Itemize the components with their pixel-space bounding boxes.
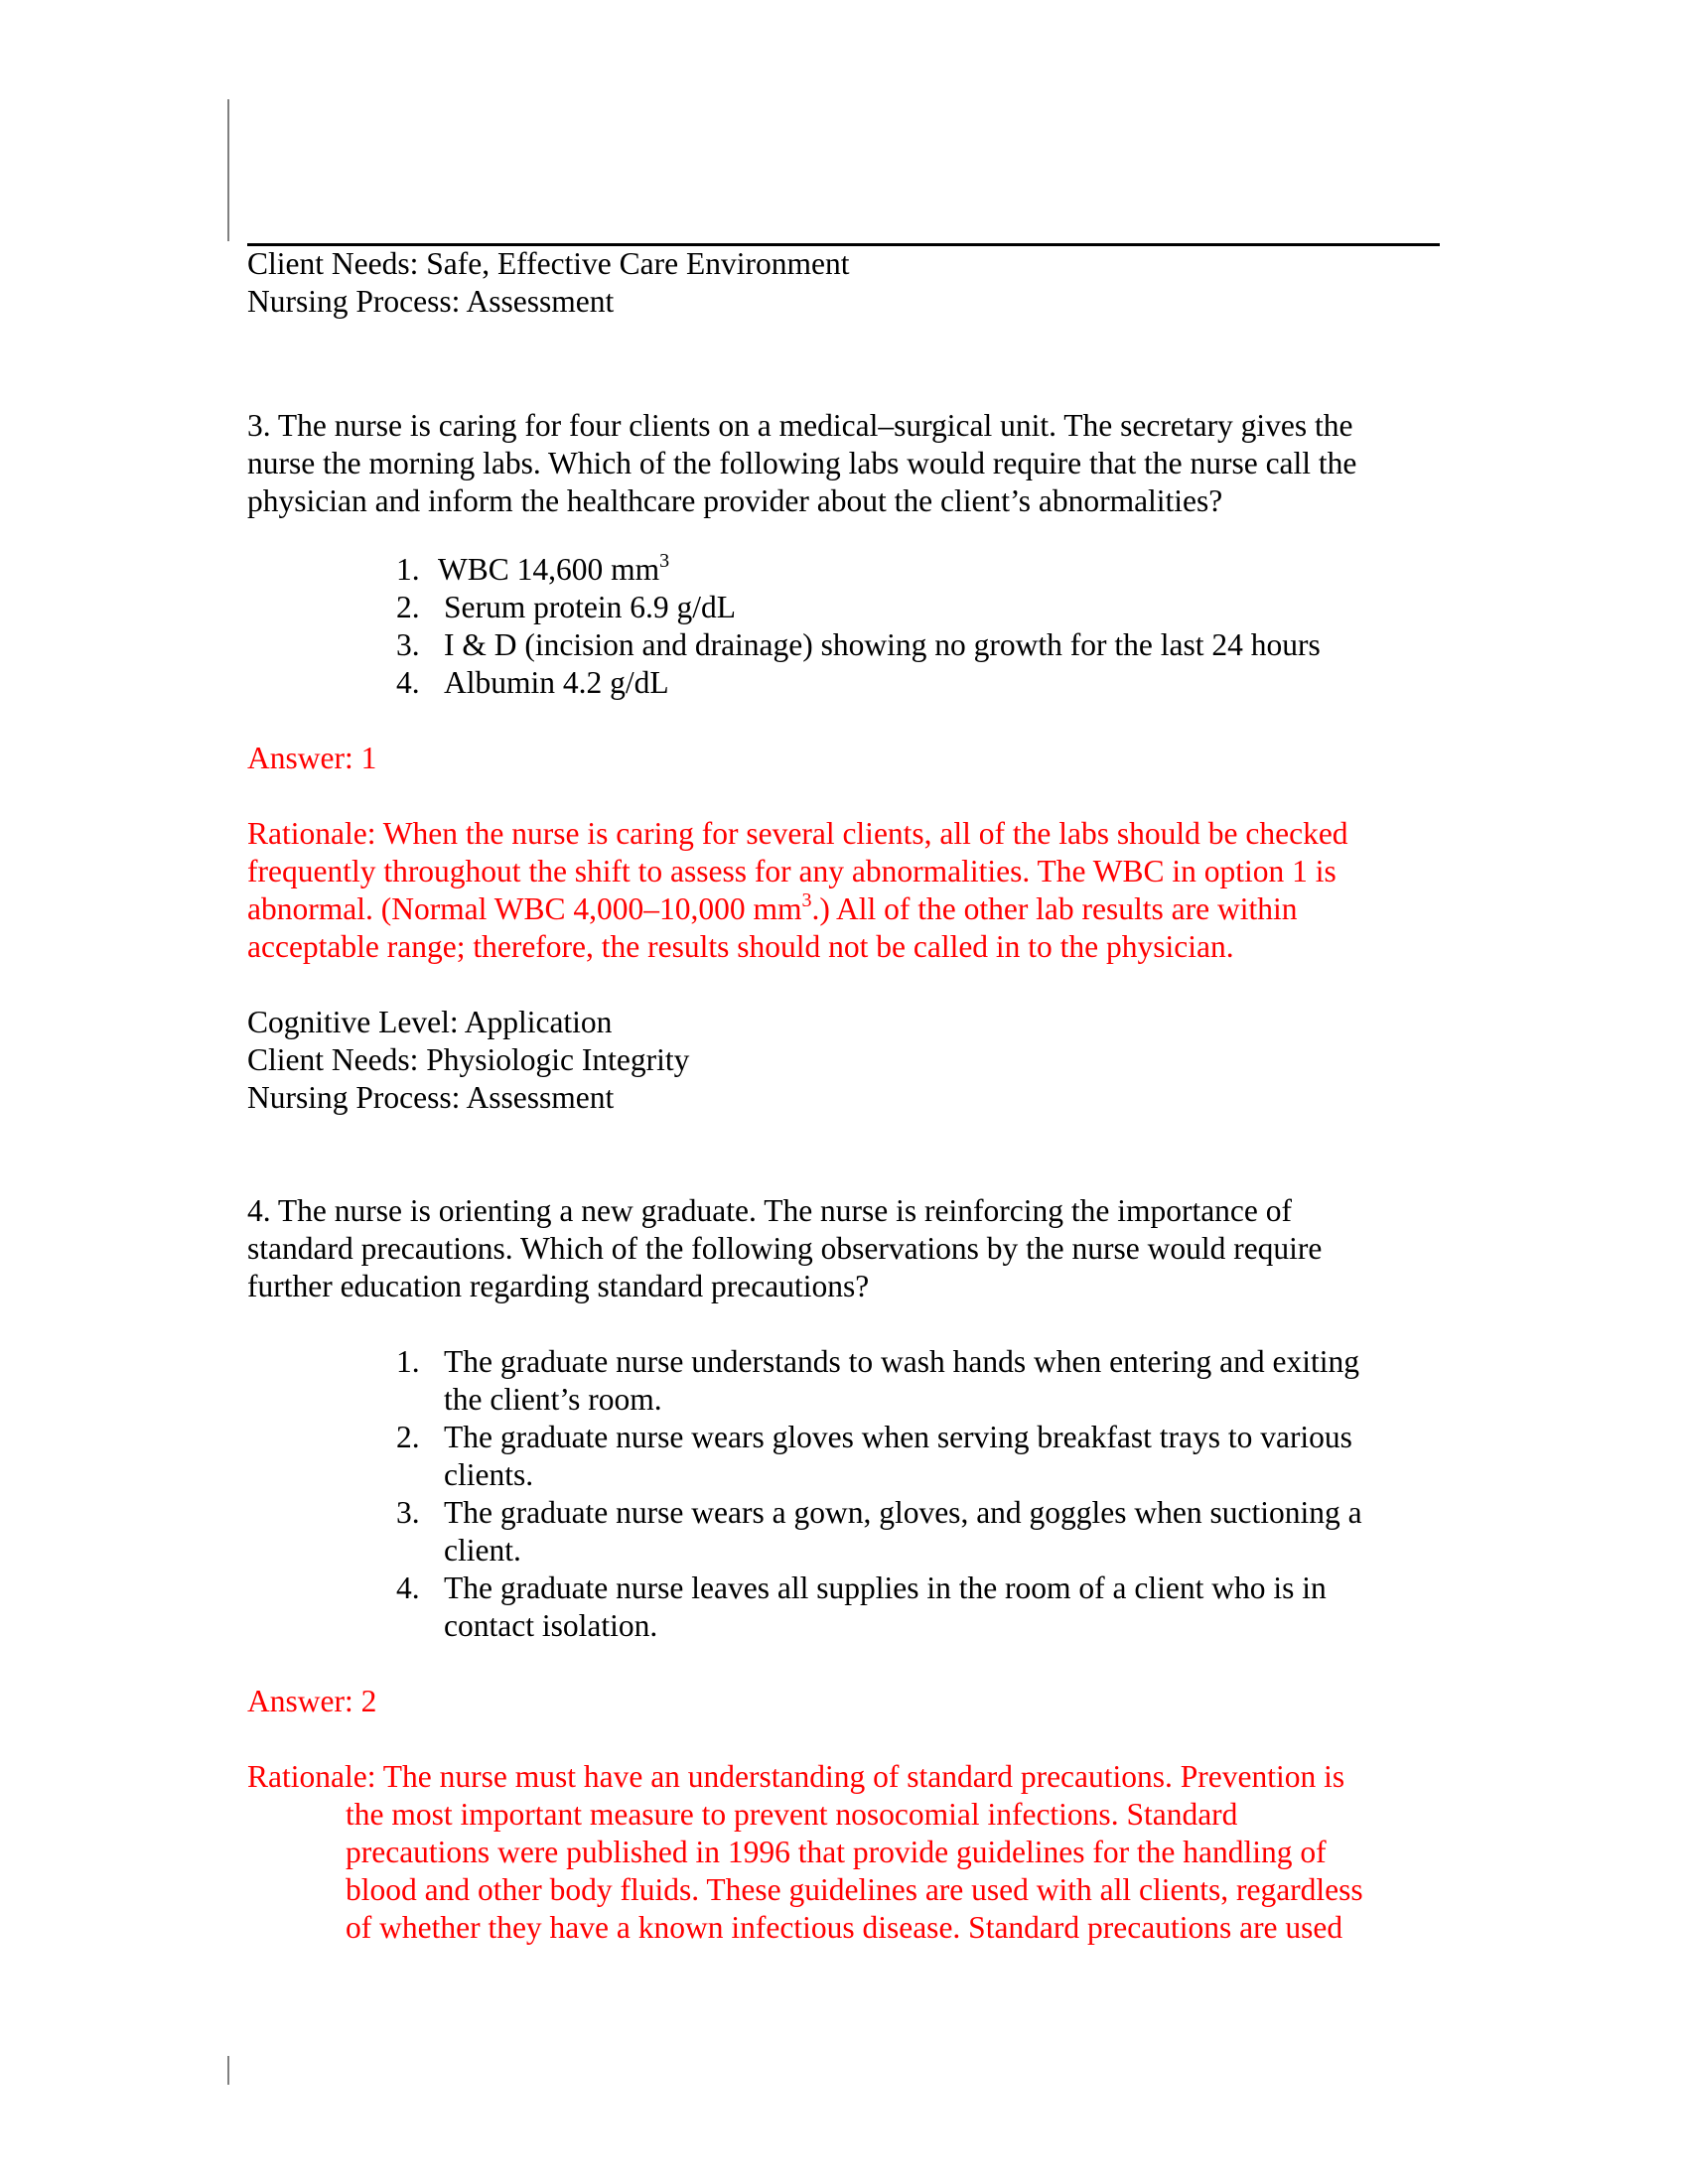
rationale bbox=[247, 815, 1449, 966]
option-item bbox=[396, 1570, 1449, 1645]
rationale-line: the most important measure to prevent nosocomial infections. Standard bbox=[346, 1797, 1238, 1832]
option-item bbox=[396, 664, 1449, 702]
client-needs: Client Needs: Physiologic Integrity bbox=[247, 1042, 690, 1077]
question-stem-line: further education regarding standard precautions? bbox=[247, 1269, 870, 1303]
question-stem-line: nurse the morning labs. Which of the following labs would require that the nurse call the bbox=[247, 446, 1357, 480]
option-item bbox=[396, 1419, 1449, 1494]
prev-client-needs: Client Needs: Safe, Effective Care Environment bbox=[247, 246, 850, 281]
option-text: The graduate nurse wears gloves when serving breakfast trays to various bbox=[444, 1420, 1352, 1454]
option-text: The graduate nurse understands to wash hands when entering and exiting bbox=[444, 1344, 1359, 1379]
rationale-line: frequently throughout the shift to assess for any abnormalities. The WBC in option 1 is bbox=[247, 854, 1336, 888]
question-stem-line: physician and inform the healthcare provider about the client’s abnormalities? bbox=[247, 483, 1223, 518]
nursing-process: Nursing Process: Assessment bbox=[247, 1080, 615, 1115]
cognitive-level: Cognitive Level: Application bbox=[247, 1005, 613, 1039]
option-item bbox=[396, 589, 1449, 626]
rationale bbox=[247, 1758, 1449, 1947]
rationale-line: of whether they have a known infectious disease. Standard precautions are used bbox=[346, 1910, 1343, 1945]
option-text: clients. bbox=[444, 1457, 534, 1492]
change-bar-bottom bbox=[227, 2056, 229, 2085]
option-number: 4. bbox=[396, 1570, 420, 1605]
question-4 bbox=[247, 1192, 1449, 1947]
option-item bbox=[396, 1343, 1449, 1419]
rationale-line: precautions were published in 1996 that provide guidelines for the handling of bbox=[346, 1835, 1327, 1869]
option-number: 3. bbox=[396, 627, 420, 662]
question-stem-line: standard precautions. Which of the following observations by the nurse would require bbox=[247, 1231, 1323, 1266]
option-item bbox=[396, 626, 1449, 664]
option-item bbox=[396, 1494, 1449, 1570]
rationale-line: Rationale: When the nurse is caring for several clients, all of the labs should be checked bbox=[247, 816, 1348, 851]
option-text: contact isolation. bbox=[444, 1608, 658, 1643]
option-text: client. bbox=[444, 1533, 521, 1568]
answer-options bbox=[396, 1343, 1449, 1645]
option-number: 1. bbox=[396, 552, 420, 587]
option-text: The graduate nurse wears a gown, gloves, and goggles when suctioning a bbox=[444, 1495, 1362, 1530]
option-number: 2. bbox=[396, 1420, 420, 1454]
answer-options bbox=[396, 551, 1449, 702]
option-text: the client’s room. bbox=[444, 1382, 662, 1417]
option-text: WBC 14,600 mm bbox=[438, 552, 660, 587]
option-item bbox=[396, 551, 1449, 589]
option-number: 2. bbox=[396, 590, 420, 624]
option-text: I & D (incision and drainage) showing no growth for the last 24 hours bbox=[444, 627, 1321, 662]
option-number: 1. bbox=[396, 1344, 420, 1379]
rationale-text: abnormal. (Normal WBC 4,000–10,000 mm bbox=[247, 891, 802, 926]
answer-text: Answer: 2 bbox=[247, 1684, 377, 1718]
question-stem-line: 4. The nurse is orienting a new graduate. The nurse is reinforcing the importance of bbox=[247, 1193, 1293, 1228]
prev-nursing-process: Nursing Process: Assessment bbox=[247, 284, 615, 319]
page-content bbox=[247, 245, 1449, 1947]
rationale-line: acceptable range; therefore, the results should not be called in to the physician. bbox=[247, 929, 1234, 964]
option-text: The graduate nurse leaves all supplies in the room of a client who is in bbox=[444, 1570, 1327, 1605]
superscript: 3 bbox=[801, 888, 812, 911]
option-text: Serum protein 6.9 g/dL bbox=[444, 590, 736, 624]
superscript: 3 bbox=[659, 549, 670, 572]
option-number: 4. bbox=[396, 665, 420, 700]
rationale-line bbox=[247, 890, 1449, 928]
answer-text: Answer: 1 bbox=[247, 741, 377, 775]
question-3 bbox=[247, 407, 1449, 1117]
rationale-text: .) All of the other lab results are within bbox=[811, 891, 1298, 926]
option-number: 3. bbox=[396, 1495, 420, 1530]
change-bar-top bbox=[227, 99, 229, 241]
rationale-line: blood and other body fluids. These guidelines are used with all clients, regardless bbox=[346, 1872, 1363, 1907]
option-text: Albumin 4.2 g/dL bbox=[444, 665, 669, 700]
question-stem-line: 3. The nurse is caring for four clients on a medical–surgical unit. The secretary gives the bbox=[247, 408, 1353, 443]
rationale-line: Rationale: The nurse must have an understanding of standard precautions. Prevention is bbox=[247, 1759, 1345, 1794]
